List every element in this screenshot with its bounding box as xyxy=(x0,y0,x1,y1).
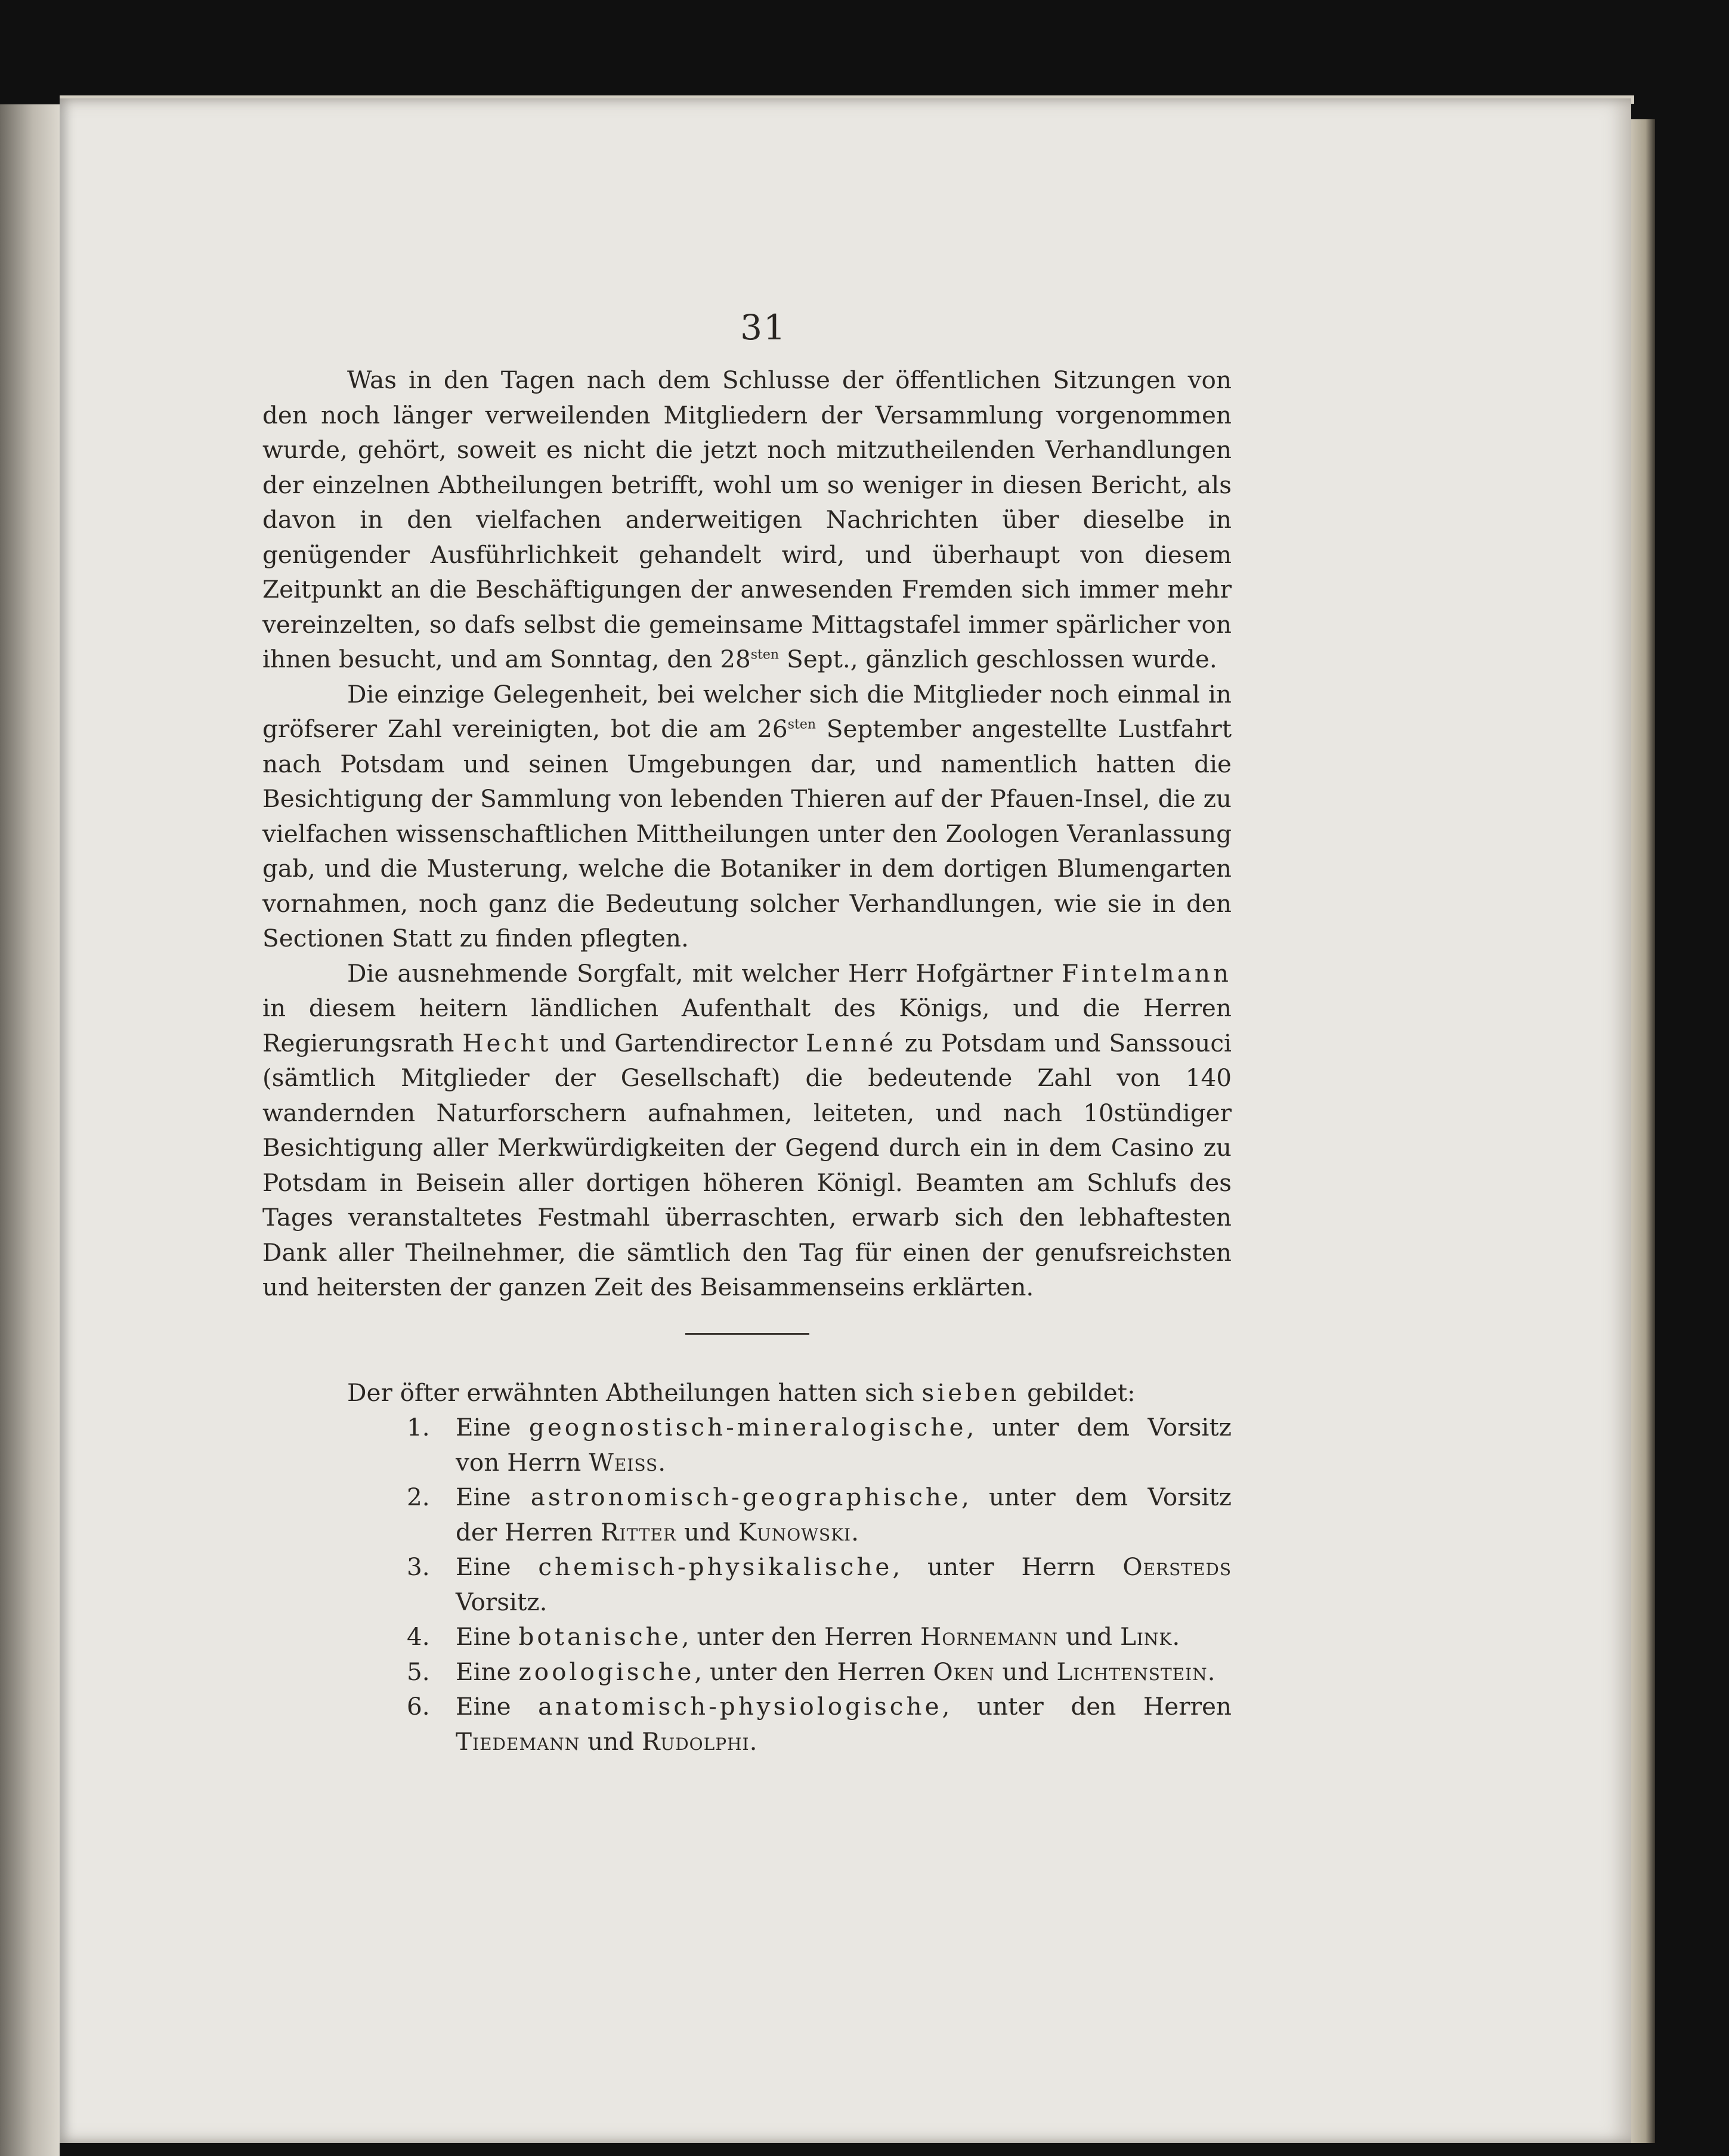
paragraph-2: Die einzige Gelegenheit, bei welcher sich die Mitglieder noch einmal in gröfserer Zahl vereinigten, bot die am $26^{sten}$ September angestellte Lustfahrt nach Potsdam und seinen Umgebungen dar, und namentlich hatten die Besichtigung der Sammlung von lebenden Thieren auf der Pfauen-Insel, die zu vielfachen wissenschaftlichen Mittheilungen unter den Zoologen Veranlassung gab, und die Musterung, welche die Botaniker in dem dortigen Blumengarten vornahmen, noch ganz die Bedeutung solcher Verhandlungen, wie sie in den Sectionen Statt zu finden pflegten. xyxy=(262,679,1232,952)
body-text xyxy=(262,363,1232,1759)
sections-intro: Der öfter erwähnten Abtheilungen hatten sich sieben gebildet: xyxy=(347,1378,1136,1407)
list-item: 5. Eine zoologische, unter den Herren Oken und Lichtenstein. xyxy=(407,1657,1215,1686)
page-number: 31 xyxy=(740,307,787,348)
section-divider xyxy=(685,1333,809,1335)
paragraph-1: Was in den Tagen nach dem Schlusse der öffentlichen Sitzungen von den noch länger verweilenden Mitgliedern der Versammlung vorgenommen wurde, gehört, soweit es nicht die jetzt noch mitzutheilenden Verhandlungen der einzelnen Abtheilungen betrifft, wohl um so weniger in diesen Bericht, als davon in den vielfachen anderweitigen Nachrichten über dieselbe in genügender Ausführlichkeit gehandelt wird, und überhaupt von diesem Zeitpunkt an die Beschäftigungen der anwesenden Fremden sich immer mehr vereinzelten, so dafs selbst die gemeinsame Mittagstafel immer spärlicher von ihnen besucht, und am Sonntag, den $28^{sten}$ Sept., gänzlich geschlossen wurde. xyxy=(262,366,1232,673)
list-item: 1. Eine geognostisch-mineralogische, unter dem Vorsitz von Herrn Weiss. xyxy=(407,1413,1232,1477)
list-item: 6. Eine anatomisch-physiologische, unter den Herren Tiedemann und Rudolphi. xyxy=(407,1692,1232,1756)
list-item: 4. Eine botanische, unter den Herren Hornemann und Link. xyxy=(407,1622,1180,1651)
list-item: 2. Eine astronomisch-geographische, unter dem Vorsitz der Herren Ritter und Kunowski. xyxy=(407,1483,1232,1546)
left-page-edge xyxy=(0,104,60,2156)
sections-list xyxy=(262,1410,1232,1759)
page-fore-edge xyxy=(1631,119,1655,2143)
person-name: Lenné xyxy=(806,1028,897,1057)
person-name: Fintelmann xyxy=(1061,958,1232,988)
list-item: 3. Eine chemisch-physikalische, unter Herrn Oersteds Vorsitz. xyxy=(407,1552,1232,1616)
person-name: Hecht xyxy=(462,1028,552,1057)
paragraph-3: Die ausnehmende Sorgfalt, mit welcher Herr Hofgärtner Fintelmann in diesem heitern ländlichen Aufenthalt des Königs, und die Herren Regierungsrath Hecht und Gartendirector Lenné zu Potsdam und Sanssouci (sämtlich Mitglieder der Gesellschaft) die bedeutende Zahl von 140 wandernden Naturforschern aufnahmen, leiteten, und nach 10stündiger Besichtigung aller Merkwürdigkeiten der Gegend durch ein in dem Casino zu Potsdam in Beisein aller dortigen höheren Königl. Beamten am Schlufs des Tages veranstaltetes Festmahl überraschten, erwarb sich den lebhaftesten Dank aller Theilnehmer, die sämtlich den Tag für einen der genufsreichsten und heitersten der ganzen Zeit des Beisammenseins erklärten. xyxy=(262,958,1232,1301)
